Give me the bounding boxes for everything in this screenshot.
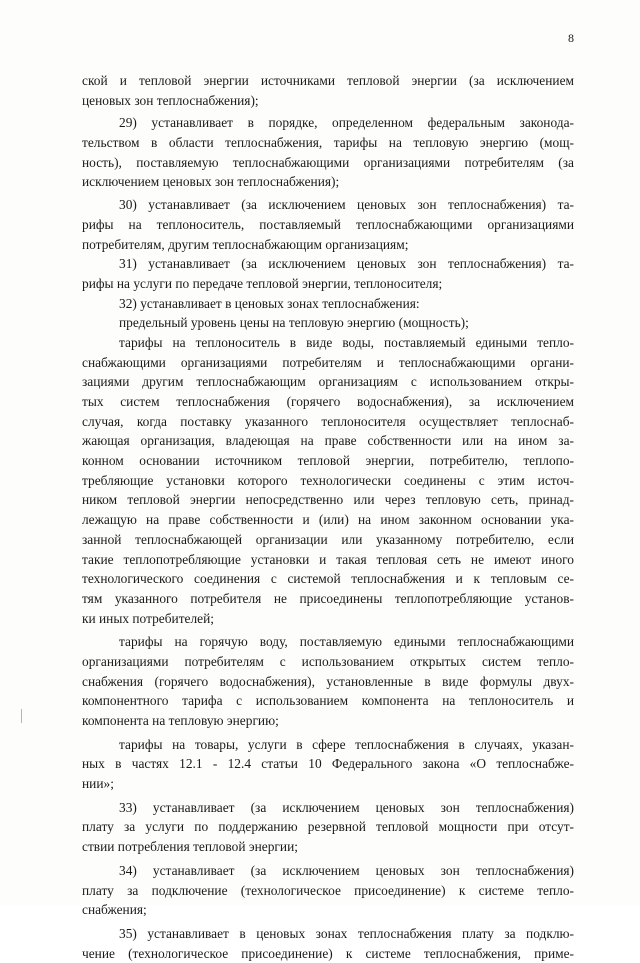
text-line: 32) устанавливает в ценовых зонах теплоснабжения: (119, 295, 420, 311)
text-line: исключением ценовых зон теплоснабжения); (82, 174, 340, 190)
text-line: занной теплоснабжающей организации или указанному потребителю, если (82, 531, 574, 547)
text-line: предельный уровень цены на тепловую энергию (мощность); (119, 315, 469, 331)
text-line: рифы на теплоноситель, поставляемый теплоснабжающими организациями (82, 216, 574, 232)
text-line: ником тепловой энергии непосредственно или через тепловую сеть, принад- (82, 492, 574, 508)
text-line: снабжения (горячего водоснабжения), установленные в виде формулы двух- (82, 673, 574, 689)
text-line: 30) устанавливает (за исключением ценовых зон теплоснабжения) та- (119, 197, 574, 213)
text-line: такие теплопотребляющие установки и такая тепловая сеть не имеют иного (82, 551, 574, 567)
text-line: организациями потребителям с использованием открытых систем тепло- (82, 653, 574, 669)
text-line: чение (технологическое присоединение) к системе теплоснабжения, приме- (82, 945, 574, 961)
text-line: снабжения; (82, 902, 147, 918)
text-line: тых систем теплоснабжения (горячего водоснабжения), за исключением (82, 394, 574, 409)
text-line: ценовых зон теплоснабжения); (82, 92, 259, 108)
text-line: 34) устанавливает (за исключением ценовых зон теплоснабжения) (119, 862, 574, 878)
text-line: 31) устанавливает (за исключением ценовых зон теплоснабжения) та- (119, 256, 574, 272)
text-line: конном основании источником тепловой энергии, потребителю, теплопо- (82, 453, 574, 469)
text-line: ность), поставляемую теплоснабжающими организациями потребителям (за (82, 154, 574, 170)
text-line: ных в частях 12.1 - 12.4 статьи 10 Федерального закона «О теплоснабже- (82, 756, 574, 772)
text-line: 29) устанавливает в порядке, определенном федеральным законода- (119, 115, 574, 131)
text-line: технологического соединения с системой теплоснабжения и к тепловым се- (82, 571, 574, 587)
document-body (82, 71, 574, 963)
text-line: снабжающими организациями потребителям и теплоснабжающими органи- (82, 354, 574, 370)
text-line: компонента на тепловую энергию; (82, 713, 279, 728)
text-line: зациями другим теплоснабжающим организациям с использованием откры- (82, 374, 574, 390)
margin-scan-mark (21, 709, 22, 723)
text-line: требляющие установки которого технологически соединены с этим источ- (82, 472, 574, 488)
text-line: 35) устанавливает в ценовых зонах теплоснабжения плату за подклю- (119, 925, 574, 941)
text-line: жающая организация, владеющая на праве собственности или на ином за- (82, 433, 574, 449)
text-line: рифы на услуги по передаче тепловой энергии, теплоносителя; (82, 275, 443, 291)
text-line: лежащую на праве собственности и (или) на ином законном основании ука- (82, 512, 574, 528)
text-line: ки иных потребителей; (82, 610, 215, 626)
text-line: тям указанного потребителя не присоединены теплопотребляющие установ- (82, 590, 574, 606)
text-line: тарифы на товары, услуги в сфере теплоснабжения в случаях, указан- (119, 736, 574, 752)
text-line: 33) устанавливает (за исключением ценовых зон теплоснабжения) (119, 799, 574, 815)
text-line: тарифы на теплоноситель в виде воды, поставляемый едиными тепло- (119, 334, 574, 350)
text-line: плату за подключение (технологическое присоединение) к системе тепло- (82, 882, 574, 898)
text-line: ской и тепловой энергии источниками тепловой энергии (за исключением (82, 73, 574, 88)
text-line: ствии потребления тепловой энергии; (82, 839, 298, 855)
text-line: плату за услуги по поддержанию резервной тепловой мощности при отсут- (82, 819, 574, 835)
text-line: компонентного тарифа с использованием компонента на теплоноситель и (82, 693, 574, 709)
page-number: 8 (568, 31, 574, 45)
text-line: тельством в области теплоснабжения, тарифы на тепловую энергию (мощ- (82, 135, 574, 151)
text-line: случая, когда поставку указанного теплоносителя осуществляет теплоснаб- (82, 413, 574, 429)
text-line: потребителям, другим теплоснабжающим организациям; (82, 236, 409, 252)
text-line: тарифы на горячую воду, поставляемую едиными теплоснабжающими (119, 634, 574, 650)
text-line: нии»; (82, 776, 114, 792)
